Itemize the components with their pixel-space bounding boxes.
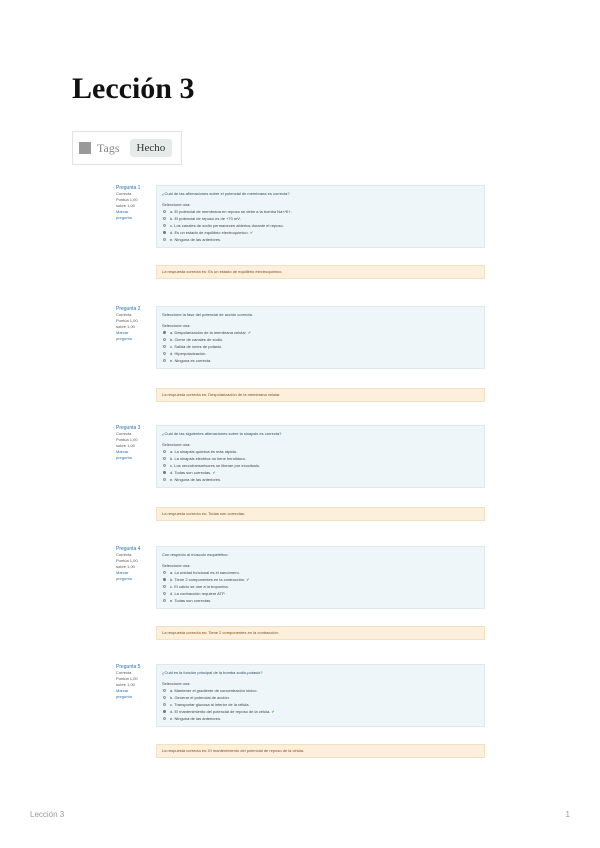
answer-option[interactable] (162, 336, 479, 343)
radio-button[interactable] (163, 352, 166, 355)
question-box (156, 664, 485, 727)
radio-button[interactable] (163, 717, 166, 720)
question-info-line: sobre 1,00 (116, 682, 135, 687)
footer-title: Lección 3 (30, 810, 65, 819)
answer-option-label: c. Los neurotransmisores se liberan por exocitosis. (170, 463, 261, 468)
radio-button[interactable] (163, 689, 166, 692)
question-info-line: Correcta (116, 552, 132, 557)
flag-question-link[interactable]: Marcar (116, 688, 129, 693)
question-info-line: Pregunta 4 (116, 546, 141, 552)
select-prompt: Seleccione una: (162, 202, 191, 207)
answer-option[interactable] (162, 590, 479, 597)
select-prompt: Seleccione una: (162, 681, 191, 686)
tag-chip[interactable]: Hecho (130, 139, 173, 157)
answer-option-label: d. Hiperpolarización. (170, 351, 207, 356)
question-info-line: Correcta (116, 191, 132, 196)
answer-option-label: a. La unidad funcional es el sarcómero. (170, 570, 240, 575)
question-text: Seleccione la fase del potencial de acción correcta. (162, 312, 253, 317)
answer-option-label: c. Los canales de sodio permanecen abiertos durante el reposo. (170, 223, 284, 228)
answer-option-label: a. Despolarización de la membrana celular. (170, 330, 247, 335)
select-prompt: Seleccione una: (162, 563, 191, 568)
radio-button[interactable] (163, 464, 166, 467)
answer-option[interactable] (162, 357, 479, 364)
correct-check-icon: ✔ (246, 330, 252, 335)
question-info (116, 185, 152, 221)
question-text: ¿Cuál es la función principal de la bomba sodio-potasio? (162, 670, 263, 675)
answer-option-label: e. Ninguna es correcta. (170, 358, 212, 363)
question-box (156, 185, 485, 248)
answer-option[interactable] (162, 208, 479, 215)
tags-label: Tags (97, 140, 120, 155)
question-info-line: Puntúa 1,00 (116, 318, 138, 323)
flag-question-link[interactable]: Marcar (116, 449, 129, 454)
question-info-line: sobre 1,00 (116, 203, 135, 208)
flag-question-link[interactable]: pregunta (116, 694, 132, 699)
answer-option[interactable] (162, 448, 479, 455)
answer-option-label: b. El potencial de reposo es de +70 mV. (170, 216, 241, 221)
answer-option-label: c. Salida de iones de potasio. (170, 344, 223, 349)
question-info (116, 664, 152, 700)
question-box (156, 546, 485, 609)
radio-button[interactable] (163, 696, 166, 699)
correct-check-icon: ✔ (270, 709, 275, 714)
answer-option[interactable] (162, 229, 479, 236)
question-info-line: sobre 1,00 (116, 324, 135, 329)
tags-box (72, 131, 182, 165)
radio-button[interactable] (163, 599, 166, 602)
answer-option[interactable] (162, 715, 479, 722)
flag-question-link[interactable]: pregunta (116, 336, 132, 341)
question-info-line: Puntúa 1,00 (116, 197, 138, 202)
answer-option-label: d. Es un estado de equilibrio electroquímico. (170, 230, 249, 235)
answer-option-label: a. La sinapsis química es más rápida. (170, 449, 237, 454)
answer-option-label: e. Todas son correctas. (170, 598, 212, 603)
question-box (156, 425, 485, 488)
radio-button[interactable] (163, 578, 166, 581)
flag-question-link[interactable]: pregunta (116, 576, 132, 581)
question-info-line: Puntúa 1,00 (116, 676, 138, 681)
question-info-line: Puntúa 1,00 (116, 437, 138, 442)
feedback-box: La respuesta correcta es: Todas son correctas. (156, 507, 485, 521)
answer-option-label: b. Tiene 2 componentes en la contracción. (170, 577, 246, 582)
answer-option[interactable] (162, 343, 479, 350)
correct-check-icon: ✔ (211, 470, 216, 475)
question-info-line: Pregunta 3 (116, 425, 141, 431)
answer-option[interactable] (162, 329, 479, 336)
feedback-box: La respuesta correcta es: El mantenimiento del potencial de reposo de la célula. (156, 744, 485, 758)
question-info-line: Correcta (116, 670, 132, 675)
radio-button[interactable] (163, 331, 166, 334)
answer-option[interactable] (162, 476, 479, 483)
question-info-line: Pregunta 2 (116, 306, 141, 312)
answer-option[interactable] (162, 236, 479, 243)
feedback-box: La respuesta correcta es: Despolarización de la membrana celular. (156, 388, 485, 402)
answer-option[interactable] (162, 576, 479, 583)
flag-question-link[interactable]: Marcar (116, 330, 129, 335)
answer-option-label: d. El mantenimiento del potencial de reposo de la célula. (170, 709, 271, 714)
page-number: 1 (565, 810, 570, 819)
radio-button[interactable] (163, 338, 166, 341)
radio-button[interactable] (163, 703, 166, 706)
radio-button[interactable] (163, 585, 166, 588)
question-info-line: Pregunta 5 (116, 664, 141, 670)
answer-option[interactable] (162, 569, 479, 576)
radio-button[interactable] (163, 450, 166, 453)
radio-button[interactable] (163, 571, 166, 574)
answer-option-label: e. Ninguna de las anteriores. (170, 237, 222, 242)
question-text: Con respecto al músculo esquelético: (162, 552, 229, 557)
answer-option-label: e. Ninguna de las anteriores. (170, 716, 222, 721)
radio-button[interactable] (163, 231, 166, 234)
question-text: ¿Cuál de las siguientes afirmaciones sobre la sinapsis es correcta? (162, 431, 282, 436)
answer-option[interactable] (162, 462, 479, 469)
answer-option-label: b. La sinapsis eléctrica no tiene hendidura. (170, 456, 246, 461)
question-info-line: Correcta (116, 312, 132, 317)
answer-option[interactable] (162, 597, 479, 604)
question-info (116, 425, 152, 461)
answer-option-label: d. La contracción requiere ATP. (170, 591, 226, 596)
feedback-box: La respuesta correcta es: Tiene 2 componentes en la contracción. (156, 626, 485, 640)
answer-option[interactable] (162, 455, 479, 462)
radio-button[interactable] (163, 217, 166, 220)
answer-option-label: c. El calcio se une a la troponina. (170, 584, 229, 589)
question-box (156, 306, 485, 369)
answer-option-label: e. Ninguna de las anteriores. (170, 477, 222, 482)
answer-option-label: b. Cierre de canales de sodio. (170, 337, 224, 342)
correct-check-icon: ✔ (245, 577, 250, 582)
question-info-line: sobre 1,00 (116, 443, 135, 448)
tag-icon (79, 142, 91, 154)
question-info-line: Correcta (116, 431, 132, 436)
answer-option[interactable] (162, 708, 479, 715)
radio-button[interactable] (163, 210, 166, 213)
question-info-line: Pregunta 1 (116, 185, 141, 191)
page-title: Lección 3 (72, 72, 195, 105)
radio-button[interactable] (163, 238, 166, 241)
answer-option[interactable] (162, 701, 479, 708)
feedback-box: La respuesta correcta es: Es un estado de equilibrio electroquímico. (156, 265, 485, 279)
answer-option-label: c. Transportar glucosa al interior de la célula. (170, 702, 250, 707)
answer-option[interactable] (162, 687, 479, 694)
answer-option-label: a. Mantener el gradiente de concentración iónico. (170, 688, 258, 693)
radio-button[interactable] (163, 224, 166, 227)
select-prompt: Seleccione una: (162, 323, 191, 328)
flag-question-link[interactable]: pregunta (116, 215, 132, 220)
select-prompt: Seleccione una: (162, 442, 191, 447)
answer-option[interactable] (162, 215, 479, 222)
answer-option[interactable] (162, 694, 479, 701)
answer-option-label: b. Generar el potencial de acción. (170, 695, 230, 700)
radio-button[interactable] (163, 592, 166, 595)
flag-question-link[interactable]: Marcar (116, 570, 129, 575)
answer-option[interactable] (162, 350, 479, 357)
flag-question-link[interactable]: pregunta (116, 455, 132, 460)
question-text: ¿Cuál de las afirmaciones sobre el potencial de membrana es correcta? (162, 191, 290, 196)
answer-option[interactable] (162, 583, 479, 590)
question-info (116, 306, 152, 342)
correct-check-icon: ✔ (248, 230, 254, 235)
radio-button[interactable] (163, 457, 166, 460)
radio-button[interactable] (163, 471, 166, 474)
question-info-line: sobre 1,00 (116, 564, 135, 569)
radio-button[interactable] (163, 345, 166, 348)
flag-question-link[interactable]: Marcar (116, 209, 129, 214)
answer-option[interactable] (162, 222, 479, 229)
question-info-line: Puntúa 1,00 (116, 558, 138, 563)
answer-option-label: d. Todas son correctas. (170, 470, 212, 475)
question-info (116, 546, 152, 582)
radio-button[interactable] (163, 710, 166, 713)
answer-option-label: a. El potencial de membrana en reposo se debe a la bomba Na+/K+. (170, 209, 292, 214)
radio-button[interactable] (163, 478, 166, 481)
answer-option[interactable] (162, 469, 479, 476)
radio-button[interactable] (163, 359, 166, 362)
